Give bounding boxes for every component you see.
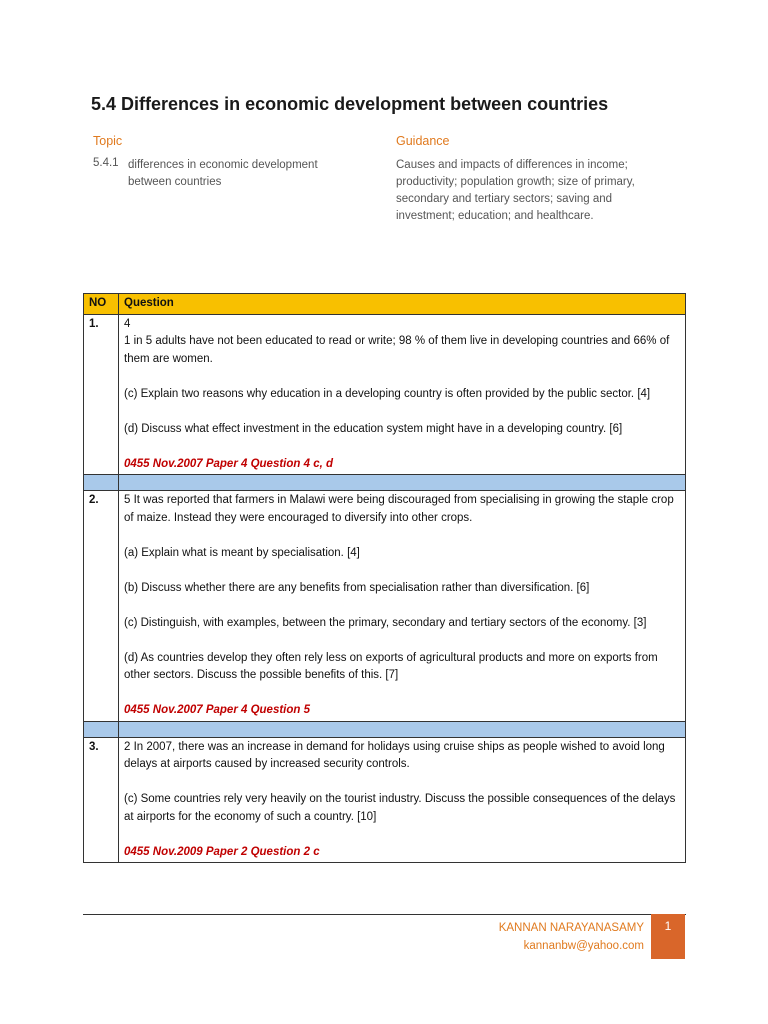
question-paragraph: 1 in 5 adults have not been educated to read or write; 98 % of them live in developing countries and 66% of them are women. [124,335,670,365]
question-number: 2. [84,491,119,722]
spacer-row [84,475,686,491]
page-number-badge: 1 [651,914,685,959]
question-paragraph: 2 In 2007, there was an increase in demand for holidays using cruise ships as people wished to avoid long delays at airports caused by increased security controls. [124,740,665,770]
question-cell [119,491,686,722]
topic-text: differences in economic development between countries [128,159,318,188]
question-number: 1. [84,314,119,475]
question-reference: 0455 Nov.2007 Paper 4 Question 4 c, d [124,457,334,470]
footer-email: kannanbw@yahoo.com [523,940,644,952]
topic-heading: Topic [93,134,123,148]
question-cell [119,737,686,863]
table-row [84,314,686,475]
spacer-row [84,721,686,737]
spacer-cell [119,475,686,491]
question-table [83,293,686,863]
question-paragraph: (b) Discuss whether there are any benefits from specialisation rather than diversification. [6] [124,581,590,594]
topic-number: 5.4.1 [93,157,119,169]
question-paragraph: (c) Distinguish, with examples, between the primary, secondary and tertiary sectors of the economy. [3] [124,616,647,629]
question-reference: 0455 Nov.2009 Paper 2 Question 2 c [124,845,320,858]
page-title: 5.4 Differences in economic development between countries [91,94,609,114]
spacer-cell [119,721,686,737]
question-line: 4 [124,317,131,330]
table-row [84,491,686,722]
question-paragraph: (d) Discuss what effect investment in the education system might have in a developing country. [6] [124,422,623,435]
question-paragraph: (c) Explain two reasons why education in a developing country is often provided by the public sector. [4] [124,387,651,400]
footer-divider [83,914,686,915]
guidance-text: Causes and impacts of differences in income; productivity; population growth; size of primary, secondary and tertiary sectors; saving and investment; education; and healthcare. [396,159,635,222]
question-paragraph: 5 It was reported that farmers in Malawi were being discouraged from specialising in growing the staple crop of maize. Instead they were encouraged to diversify into other crops. [124,494,674,524]
question-paragraph: (a) Explain what is meant by specialisation. [4] [124,546,360,559]
question-cell [119,314,686,475]
table-row [84,737,686,863]
question-number: 3. [84,737,119,863]
column-header-no: NO [84,294,119,315]
column-header-question: Question [119,294,686,315]
spacer-cell [84,721,119,737]
guidance-heading: Guidance [396,134,450,148]
question-reference: 0455 Nov.2007 Paper 4 Question 5 [124,704,311,716]
question-paragraph: (c) Some countries rely very heavily on the tourist industry. Discuss the possible consequences of the delays at airports for the economy of such a country. [10] [124,793,676,823]
question-paragraph: (d) As countries develop they often rely less on exports of agricultural products and more on exports from other sectors. Discuss the possible benefits of this. [7] [124,651,658,681]
spacer-cell [84,475,119,491]
table-header-row [84,294,686,315]
footer-author-name: KANNAN NARAYANASAMY [498,922,644,934]
